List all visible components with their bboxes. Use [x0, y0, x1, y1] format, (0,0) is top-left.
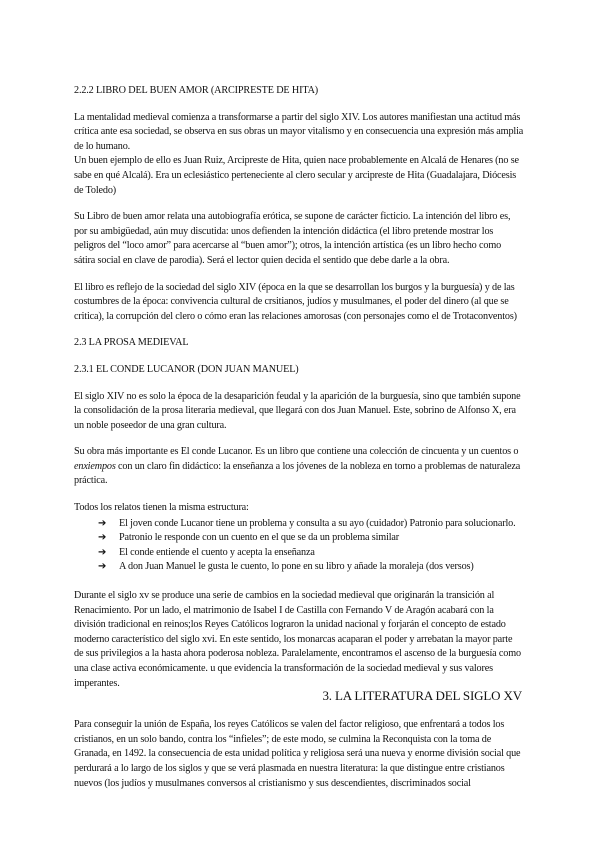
heading-literatura-siglo-xv: 3. LA LITERATURA DEL SIGLO XV: [322, 688, 522, 704]
paragraph-union-espana: Para conseguir la unión de España, los reyes Católicos se valen del factor religioso, que enfrentará a todos los cristianos, en un solo bando, contra los “infieles”; de este modo, se culmina la Reconquista con la toma de Granada, en 1492. la consecuencia de esta unidad política y religiosa será una nueva y enorme división social que perdurará a lo largo de los siglos y que se verá plasmada en nuestra literatura: la que distingue entre cristianos nuevos (los judíos y musulmanes conversos al cristianismo y sus descendientes, discriminados social: [74, 719, 521, 789]
list-item-text: A don Juan Manuel le gusta le cuento, lo pone en su libro y añade la moraleja (dos versos): [119, 561, 474, 573]
arrow-right-icon: ➔: [98, 532, 107, 544]
structure-list: [74, 517, 524, 575]
heading-conde-lucanor: 2.3.1 EL CONDE LUCANOR (DON JUAN MANUEL): [74, 363, 299, 375]
paragraph-libro-buen-amor-intencion: Su Libro de buen amor relata una autobiografía erótica, se supone de carácter ficticio. La intención del libro es, por su ambigüedad, aún muy discutida: unos defienden la intención didáctica (el libro pretende mostrar los peligros del “loco amor” para acercarse al “buen amor”); otros, la intención artística (es un libro hecho como sátira social en clave de parodia). Será el lector quien decida el sentido que debe darle a la obra.: [74, 211, 511, 266]
text-enxiempos: enxiempos: [74, 460, 116, 472]
list-item: [98, 560, 524, 575]
heading-libro-buen-amor: 2.2.2 LIBRO DEL BUEN AMOR (ARCIPRESTE DE HITA): [74, 85, 319, 96]
arrow-right-icon: ➔: [98, 561, 107, 573]
arrow-right-icon: ➔: [98, 517, 107, 529]
heading-prosa-medieval: 2.3 LA PROSA MEDIEVAL: [74, 337, 189, 349]
text-obra-after: con un claro fin didáctico: la enseñanza a los jóvenes de la nobleza en torno a problemas de naturaleza práctica.: [74, 460, 521, 487]
list-item: [98, 546, 524, 561]
paragraph-mentalidad-medieval: La mentalidad medieval comienza a transformarse a partir del siglo XIV. Los autores manifiestan una actitud más crítica ante esa sociedad, se observa en sus obras un mayor vitalismo y en consecuencia una expresión más amplia de lo humano.: [74, 111, 524, 152]
paragraph-reflejo-sociedad: El libro es reflejo de la sociedad del siglo XIV (época en la que se desarrollan los burgos y la burguesía) y de las costumbres de la época: convivencia cultural de crsitianos, judíos y musulmanes, el poder del dinero (al que se critica), la corrupción del clero o cómo eran las relaciones amorosas (con personajes como el de Trotaconventos): [74, 281, 517, 322]
text-obra-before: Su obra más importante es El conde Lucanor. Es un libro que contiene una colección de cincuenta y un cuentos o: [74, 446, 519, 458]
list-item-text: El joven conde Lucanor tiene un problema y consulta a su ayo (cuidador) Patronio para solucionarlo.: [119, 517, 516, 529]
list-item-text: El conde entiende el cuento y acepta la enseñanza: [119, 546, 315, 558]
paragraph-siglo-xiv-prosa: El siglo XIV no es solo la época de la desaparición feudal y la aparición de la burguesía, sino que también supone la consolidación de la prosa literaria medieval, que llegará con dos Juan Manuel. Este, sobrino de Alfonso X, era un noble poseedor de una gran cultura.: [74, 390, 521, 431]
paragraph-juan-ruiz: Un buen ejemplo de ello es Juan Ruiz, Arcipreste de Hita, quien nace probablemente en Alcalá de Henares (no se sabe en qué Alcalá). Era un eclesiástico perteneciente al clero secular y arcipreste de Hita (Guadalajara, Diócesis de Toledo): [74, 155, 519, 196]
paragraph-obra-conde-lucanor: [74, 445, 524, 489]
paragraph-estructura-intro: Todos los relatos tienen la misma estructura:: [74, 502, 249, 514]
list-item: [98, 517, 524, 532]
paragraph-siglo-xv-cambios: Durante el siglo xv se produce una serie de cambios en la sociedad medieval que originarán la transición al Renacimiento. Por un lado, el matrimonio de Isabel I de Castilla con Fernando V de Aragón acabará con la división tradicional en reinos;los Reyes Católicos lograron la unidad nacional y forjarán el concepto de estado moderno característico del siglo xvi. En este sentido, los monarcas acaparan el poder y arrebatan la mayor parte de sus privilegios a la hasta ahora poderosa nobleza. Paralelamente, encontramos el ascenso de la burguesía como una clase activa económicamente. u que evidencia la transformación de la sociedad medieval y sus valores imperantes.: [74, 590, 521, 689]
list-item: [98, 531, 524, 546]
arrow-right-icon: ➔: [98, 546, 107, 558]
list-item-text: Patronio le responde con un cuento en el que se da un problema similar: [119, 532, 400, 544]
